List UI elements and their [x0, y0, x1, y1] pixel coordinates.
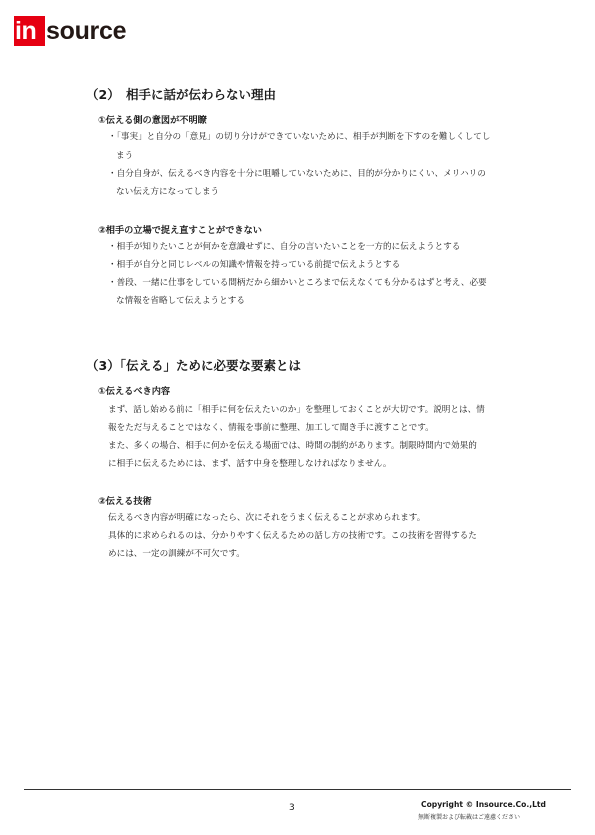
s3-sub1-title: ①伝えるべき内容 — [98, 386, 171, 397]
s2-sub2-bullet3-line1: ・普段、一緒に仕事をしている間柄だから細かいところまで伝えなくても分かるはずと考え、必要 — [108, 278, 487, 288]
s3-sub2-line1: 伝えるべき内容が明確になったら、次にそれをうまく伝えることが求められます。 — [108, 513, 426, 523]
s2-sub2-title: ②相手の立場で捉え直すことができない — [98, 225, 262, 236]
section-2-heading: （2） 相手に話が伝わらない理由 — [86, 87, 276, 102]
logo-in-text: in — [15, 17, 37, 45]
s3-sub1-line3: また、多くの場合、相手に何かを伝える場面では、時間の制約があります。制限時間内で効果的 — [108, 441, 477, 451]
s2-sub2-bullet2: ・相手が自分と同じレベルの知識や情報を持っている前提で伝えようとする — [108, 260, 401, 270]
logo-source-text: source — [46, 17, 127, 45]
s2-sub2-bullet3-line2: な情報を省略して伝えようとする — [116, 296, 245, 306]
footer-divider — [24, 789, 571, 790]
section-3-heading: （3）「伝える」ために必要な要素とは — [86, 358, 301, 373]
s2-sub1-title: ①伝える側の意図が不明瞭 — [98, 115, 207, 126]
s3-sub2-line3: めには、一定の訓練が不可欠です。 — [108, 549, 245, 559]
s2-sub1-bullet2-line1: ・自分自身が、伝えるべき内容を十分に咀嚼していないために、目的が分かりにくい、メリハリの — [108, 169, 486, 179]
s3-sub1-line1: まず、話し始める前に「相手に何を伝えたいのか」を整理しておくことが大切です。説明とは、情 — [108, 405, 485, 415]
copyright-text: Copyright © Insource.Co.,Ltd — [421, 800, 546, 809]
s2-sub2-bullet1: ・相手が知りたいことが何かを意識せずに、自分の言いたいことを一方的に伝えようとする — [108, 242, 461, 252]
s3-sub2-title: ②伝える技術 — [98, 496, 152, 507]
s2-sub1-bullet2-line2: ない伝え方になってしまう — [116, 187, 220, 197]
s3-sub2-line2: 具体的に求められるのは、分かりやすく伝えるための話し方の技術です。この技術を習得するた — [108, 531, 477, 541]
s3-sub1-line2: 報をただ与えることではなく、情報を事前に整理、加工して聞き手に渡すことです。 — [108, 423, 434, 433]
s3-sub1-line4: に相手に伝えるためには、まず、話す中身を整理しなければなりません。 — [108, 459, 392, 469]
s2-sub1-bullet1-line1: ・「事実」と自分の「意見」の切り分けができていないために、相手が判断を下すのを難しくしてし — [108, 132, 491, 142]
page-number: 3 — [289, 803, 295, 813]
reproduction-notice: 無断複製および転載はご遠慮ください — [418, 814, 521, 821]
s2-sub1-bullet1-line2: まう — [116, 151, 134, 161]
